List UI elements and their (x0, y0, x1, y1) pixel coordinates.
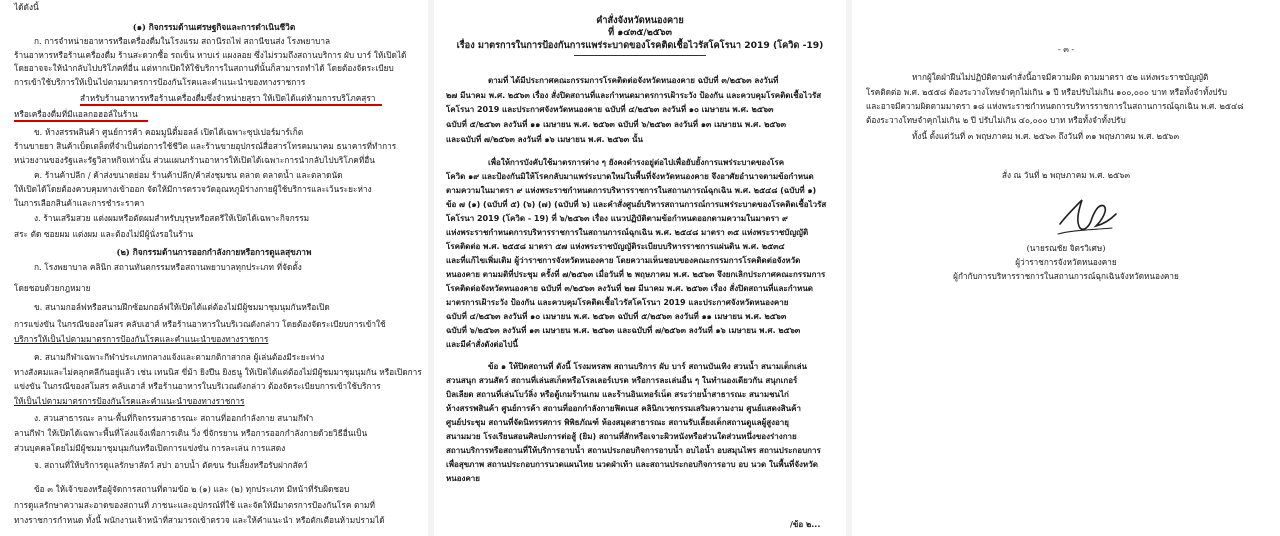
text-line: โดยอาจจะให้นำกลับไปบริโภคที่อื่น แต่หากเปิดให้ใช้บริการในสถานที่นั้นก็สามารถทำได้ โดยต้องจัดระเบียบ (14, 63, 394, 73)
text-line: ฉบับที่ ๖/๒๕๖๓ ลงวันที่ ๑๓ เมษายน พ.ศ. ๒๕๖๓ และฉบับที่ ๗/๒๕๖๓ ลงวันที่ ๑๖ เมษายน พ.ศ. ๒๕๖๓ (446, 326, 801, 335)
text-line: ง. สวนสาธารณะ ลาน-พื้นที่กิจกรรมสาธารณะ สถานที่ออกกำลังกาย สนามกีฬา (34, 413, 314, 423)
text-line: สนามมวย โรงเรียนสอนศิลปะการต่อสู้ (ยิม) สถานที่สักหรือเจาะผิวหนังหรือส่วนใดส่วนหนึ่งของร่างกาย (446, 432, 797, 441)
text-line: ทางสังคมและไม่คลุกคลีกันอยู่แล้ว เช่น เทนนิส ขี่ม้า ยิงปืน ยิงธนู ให้เปิดได้แต่ต้องไม่มีผู้ชมมาชุมนุมกัน หรือเปิดการ (14, 367, 422, 377)
signer-subtitle: ผู้กำกับการบริหารราชการในสถานการณ์ฉุกเฉินจังหวัดหนองคาย (953, 271, 1179, 281)
text-line: ค. ร้านค้าปลีก / ค้าส่งขนาดย่อม ร้านค้าปลีก/ค้าส่งชุมชน ตลาด ตลาดน้ำ และตลาดนัด (34, 170, 343, 180)
text-line: ข้อ ๗ (๑) (ฉบับที่ ๕) (๖) (๗) (ฉบับที่ ๖) และคำสั่งศูนย์บริหารสถานการณ์การแพร่ระบาดของโรคติดเชื้อไวรัส (446, 200, 827, 209)
text-line: การดูแลรักษาความสะอาดของสถานที่ ภาชนะและอุปกรณ์ที่ใช้ และจัดให้มีมาตรการป้องกันโรค ตามที่ (14, 500, 375, 510)
text-line: โรคติดต่อจังหวัดหนองคาย ฉบับที่ ๓/๒๕๖๓ ลงวันที่ ๒๗ มีนาคม พ.ศ. ๒๕๖๓ เรื่อง สั่งปิดสถานที่และกำหนด (446, 284, 813, 293)
text-line: การแข่งขัน ในกรณีของสโมสร คลับเฮาส์ หรือร้านอาหารในบริเวณดังกล่าว โดยต้องจัดระเบียบการเข้าใช้ (14, 319, 386, 329)
text-line-underlined: ให้เป็นไปตามมาตรการป้องกันโรคและคำแนะนำของทางราชการ (14, 396, 245, 406)
text-line: ลานกีฬา ให้เปิดได้เฉพาะพื้นที่โล่งแจ้งเพื่อการเดิน วิ่ง ขี่จักรยาน หรือการออกกำลังกายด้วยวิธีอื่นเป็น (14, 428, 368, 438)
text-line: โคโรนา 2019 และประกาศจังหวัดหนองคาย ฉบับที่ ๔/๒๕๖๓ ลงวันที่ ๑๐ เมษายน พ.ศ. ๒๕๖๓ (446, 105, 774, 114)
continuation-marker: /ข้อ ๒... (790, 520, 821, 529)
order-date: สั่ง ณ วันที่ ๒ พฤษภาคม พ.ศ. ๒๕๖๓ (1001, 170, 1130, 180)
text-line: ต้องระวางโทษจำคุกไม่เกิน ๒ ปี ปรับไม่เกิน ๔๐,๐๐๐ บาท หรือทั้งจำทั้งปรับ (866, 115, 1126, 125)
text-line: และอาจมีความผิดตามมาตรา ๑๘ แห่งพระราชกำหนดการบริหารราชการในสถานการณ์ฉุกเฉิน พ.ศ. ๒๕๔๘ (866, 101, 1244, 111)
text-line: ข้อ ๓ ให้เจ้าของหรือผู้จัดการสถานที่ตามข้อ ๒ (๑) และ (๒) ทุกประเภท มีหน้าที่รับผิดชอบ (34, 484, 350, 494)
right-document-page (852, 0, 1280, 536)
text-line: ตามความในมาตรา ๙ แห่งพระราชกำหนดการบริหารราชการในสถานการณ์ฉุกเฉิน พ.ศ. ๒๕๔๘ (ฉบับที่ ๑) (446, 186, 817, 195)
text-line: โรคติดต่อ พ.ศ. ๒๕๕๘ มาตรา ๕๗ แห่งพระราชบัญญัติระเบียบบริหารราชการแผ่นดิน พ.ศ. ๒๕๓๔ (446, 242, 785, 251)
signature-image (1052, 190, 1122, 240)
text-line: หนองคาย (446, 474, 480, 483)
text-line: สระ ตัด ซอยผม แต่งผม และต้องไม่มีผู้นั่งรอในร้าน (14, 229, 194, 239)
text-line: ข. ห้างสรรพสินค้า ศูนย์การค้า คอมมูนิตี้มอลล์ เปิดได้เฉพาะซุปเปอร์มาร์เก็ต (34, 127, 304, 137)
text-line: ก. การจำหน่ายอาหารหรือเครื่องดื่มในโรงแรม สถานีรถไฟ สถานีขนส่ง โรงพยาบาล (34, 36, 331, 46)
text-line: เพื่อสุขภาพ สถานประกอบการนวดแผนไทย นวดฝ่าเท้า และสถานประกอบกิจการอาบ อบ นวด ในพื้นที่จังหวัด (446, 460, 818, 469)
text-line: ในการเลือกสินค้าและการชำระราคา (14, 198, 145, 208)
text-line: ส่วนบุคคลโดยไม่มีผู้ชมมาชุมนุมกันหรือเปิดการแข่งขัน การละเล่น การแสดง (14, 443, 286, 453)
text-line: ห้างสรรพสินค้า ศูนย์การค้า สถานที่ออกกำลังกายฟิตเนส คลินิกเวชกรรมเสริมความงาม ศูนย์แสดงสินค้า (446, 404, 801, 413)
text-line: แห่งพระราชกำหนดการบริหารราชการในสถานการณ์ฉุกเฉิน พ.ศ. ๒๕๔๘ มาตรา ๓๕ แห่งพระราชบัญญัติ (446, 228, 809, 237)
text-line: ง. ร้านเสริมสวย แต่งผมหรือตัดผมสำหรับบุรุษหรือสตรีให้เปิดได้เฉพาะกิจกรรม (34, 213, 310, 223)
red-underline (80, 104, 382, 106)
text-line: หากผู้ใดฝ่าฝืนไม่ปฏิบัติตามคำสั่งนี้อาจมีความผิด ตามมาตรา ๕๒ แห่งพระราชบัญญัติ (912, 72, 1209, 82)
text-line: ๒๗ มีนาคม พ.ศ. ๒๕๖๓ เรื่อง สั่งปิดสถานที่และกำหนดมาตรการเฝ้าระวัง ป้องกัน และควบคุมโรคติดเชื้อไวรัส (446, 91, 822, 100)
text-line: สวนสนุก สวนสัตว์ สถานที่เล่นสเก็ตหรือโรลเลอร์เบรด หรือการละเล่นอื่น ๆ ในทำนองเดียวกัน สนุกเกอร์ (446, 376, 798, 385)
text-line: และฉบับที่ ๗/๒๕๖๓ ลงวันที่ ๑๖ เมษายน พ.ศ. ๒๕๖๓ นั้น (446, 135, 643, 144)
section-heading: (๒) กิจกรรมด้านการออกกำลังกายหรือการดูแลสุขภาพ (116, 247, 312, 257)
order-subject: เรื่อง มาตรการในการป้องกันการแพร่ระบาดของโรคติดเชื้อไวรัสโคโรนา 2019 (โควิด -19) (456, 40, 824, 51)
highlighted-text-line: สำหรับร้านอาหารหรือร้านเครื่องดื่มซึ่งจำหน่ายสุรา ให้เปิดได้แต่ห้ามการบริโภคสุรา (80, 93, 376, 103)
order-number: ที่ ๑๔๓๕/๒๕๖๓ (608, 27, 672, 38)
text-line: ร้านขายยา สินค้าเบ็ดเตล็ดที่จำเป็นต่อการใช้ชีวิต และร้านขายอุปกรณ์สื่อสารโทรคมนาคม ธนาคารที่ทำการ (14, 141, 397, 151)
page-number: - ๓ - (1057, 44, 1075, 54)
text-line: ได้ดังนี้ (14, 2, 39, 12)
red-underline (14, 120, 148, 122)
text-line: การเข้าใช้บริการให้เป็นไปตามมาตรการป้องกันโรคและคำแนะนำของทางราชการ (14, 77, 306, 87)
text-line: โควิด ๑๙ และป้องกันมิให้โรคกลับมาแพร่ระบาดใหม่ในพื้นที่จังหวัดหนองคาย จึงอาศัยอำนาจตามข้อกำหนด (446, 172, 814, 181)
order-title: คำสั่งจังหวัดหนองคาย (596, 15, 684, 26)
text-line: และที่แก้ไขเพิ่มเติม ผู้ว่าราชการจังหวัดหนองคาย โดยความเห็นชอบของคณะกรรมการโรคติดต่อจังหวัด (446, 256, 801, 265)
signer-title: ผู้ว่าราชการจังหวัดหนองคาย (1015, 257, 1117, 267)
text-line: ศูนย์ประชุม สถานที่จัดนิทรรศการ พิพิธภัณฑ์ ห้องสมุดสาธารณะ สถานรับเลี้ยงเด็กสถานดูแลผู้สูงอายุ (446, 418, 789, 427)
text-line: หนองคาย ตามมติที่ประชุม ครั้งที่ ๗/๒๕๖๓ เมื่อวันที่ ๒ พฤษภาคม พ.ศ. ๒๕๖๓ จึงยกเลิกประกาศคณะกรรมการ (446, 270, 826, 279)
text-line: บิลเลียด สถานที่เล่นโบว์ลิ่ง หรือตู้เกมร้านเกม และร้านอินเทอร์เน็ต สระว่ายน้ำสาธารณะ สนามชนไก่ (446, 390, 789, 399)
text-line: โดยชอบด้วยกฎหมาย (14, 283, 91, 293)
text-line: ค. สนามกีฬาเฉพาะกีฬาประเภทกลางแจ้งและตามกติกาสากล ผู้เล่นต้องมีระยะห่าง (34, 352, 325, 362)
text-line-underlined: บริการให้เป็นไปตามมาตรการป้องกันโรคและคำแนะนำของทางราชการ (14, 334, 269, 344)
text-line: ข. สนามกอล์ฟหรือสนามฝึกซ้อมกอล์ฟให้เปิดได้แต่ต้องไม่มีผู้ชมมาชุมนุมกันหรือเปิด (34, 302, 330, 312)
highlighted-text-line: หรือเครื่องดื่มที่มีแอลกอฮอล์ในร้าน (14, 109, 138, 119)
text-line: ตามที่ ได้มีประกาศคณะกรรมการโรคติดต่อจังหวัดหนองคาย ฉบับที่ ๓/๒๕๖๓ ลงวันที่ (488, 76, 779, 85)
title-rule (574, 55, 706, 56)
text-line: ฉบับที่ ๕/๒๕๖๓ ลงวันที่ ๑๑ เมษายน พ.ศ. ๒๕๖๓ ฉบับที่ ๖/๒๕๖๓ ลงวันที่ ๑๓ เมษายน พ.ศ. ๒๕๖๓ (446, 120, 786, 129)
text-line: มาตรการเฝ้าระวัง ป้องกัน และควบคุมโรคติดเชื้อไวรัสโคโรนา 2019 และประกาศจังหวัดหนองคาย (446, 298, 789, 307)
text-line: โคโรนา 2019 (โควิด - 19) ที่ ๖/๒๕๖๓ เรื่อง แนวปฏิบัติตามข้อกำหนดออกตามความในมาตรา ๙ (446, 214, 788, 223)
section-heading: (๑) กิจกรรมด้านเศรษฐกิจและการดำเนินชีวิต (132, 22, 296, 32)
text-line: ให้เปิดได้โดยต้องควบคุมทางเข้าออก จัดให้มีการตรวจวัดอุณหภูมิร่างกายผู้ใช้บริการและเว้นระยะห่าง (14, 184, 372, 194)
text-line: หน่วยงานของรัฐและรัฐวิสาหกิจเท่านั้น ส่วนแผนกร้านอาหารให้เปิดได้เฉพาะการนำกลับไปบริโภคที่อื่น (14, 155, 375, 165)
text-line: จ. สถานที่ให้บริการดูแลรักษาสัตว์ สปา อาบน้ำ ตัดขน รับเลี้ยงหรือรับฝากสัตว์ (34, 460, 308, 470)
text-line: และมีคำสั่งดังต่อไปนี้ (446, 340, 518, 349)
text-line: เพื่อให้การบังคับใช้มาตรการต่าง ๆ ยังคงดำรงอยู่ต่อไปเพื่อยับยั้งการแพร่ระบาดของโรค (488, 158, 785, 167)
text-line: ฉบับที่ ๔/๒๕๖๓ ลงวันที่ ๑๐ เมษายน พ.ศ. ๒๕๖๓ ฉบับที่ ๕/๒๕๖๓ ลงวันที่ ๑๑ เมษายน พ.ศ. ๒๕๖๓ (446, 312, 787, 321)
text-line: ทางราชการกำหนด ทั้งนี้ พนักงานเจ้าหน้าที่สามารถเข้าตรวจ และให้คำแนะนำ หรือตักเตือนห้ามปรามได้ (14, 515, 385, 525)
text-line: สถานบริการหรือสถานที่ให้บริการอาบน้ำ สถานประกอบกิจการอาบน้ำ อบไอน้ำ อบสมุนไพร สถานประกอบการ (446, 446, 821, 455)
text-line: แข่งขัน ในกรณีของสโมสร คลับเฮาส์ หรือร้านอาหารในบริเวณดังกล่าว ต้องจัดระเบียบการเข้าใช้บริการ (14, 381, 381, 391)
middle-document-page (434, 0, 846, 536)
text-line: ทั้งนี้ ตั้งแต่วันที่ ๓ พฤษภาคม พ.ศ. ๒๕๖๓ ถึงวันที่ ๓๑ พฤษภาคม พ.ศ. ๒๕๖๓ (912, 131, 1180, 141)
text-line: ร้านอาหารหรือร้านเครื่องดื่ม ร้านสะดวกซื้อ รถเข็น หาบเร่ แผงลอย ซึ่งไม่รวมถึงสถานบริการ ผับ บาร์ ให้เปิดได้ (14, 50, 407, 60)
text-line: ก. โรงพยาบาล คลินิก สถานทันตกรรมหรือสถานพยาบาลทุกประเภท ที่จัดตั้ง (34, 262, 302, 272)
text-line: โรคติดต่อ พ.ศ. ๒๕๕๘ ต้องระวางโทษจำคุกไม่เกิน ๑ ปี หรือปรับไม่เกิน ๑๐๐,๐๐๐ บาท หรือทั้งจำทั้งปรับ (866, 87, 1228, 97)
signer-name: (นายรณชัย จิตรวิเศษ) (1026, 243, 1106, 253)
text-line: ข้อ ๑ ให้ปิดสถานที่ ดังนี้ โรงมหรสพ สถานบริการ ผับ บาร์ สถานบันเทิง สวนน้ำ สนามเด็กเล่น (488, 362, 807, 371)
left-document-page (0, 0, 428, 536)
